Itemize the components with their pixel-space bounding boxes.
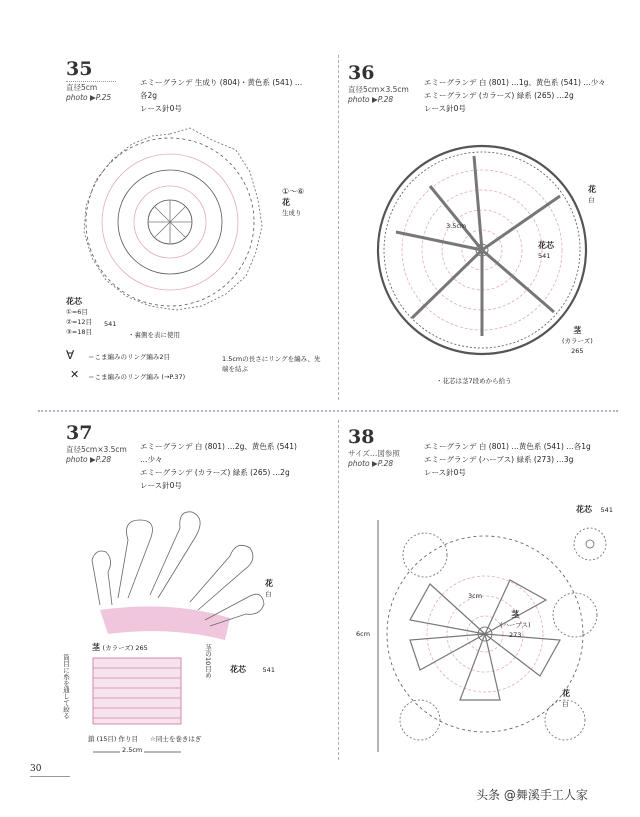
core-38-label: 花芯 541 xyxy=(576,505,613,514)
material-line: レース針0号 xyxy=(140,104,182,113)
pattern-37-header xyxy=(66,422,127,464)
left-note: 筒目に糸を通して絞る xyxy=(62,654,70,719)
note-36: ・花芯は茎7段めから拾う xyxy=(436,377,512,385)
page-number-rule xyxy=(30,776,70,777)
dim-38-height: 6cm xyxy=(356,630,371,638)
diagram-35 xyxy=(84,128,262,310)
page-number: 30 xyxy=(30,764,42,774)
legend-note: 1.5cmの長さにリングを編み、先端を結ぶ xyxy=(222,355,321,373)
ring-symbol-icon: ∀ xyxy=(66,348,75,362)
chain-note: 鎖 (15目) 作り目 xyxy=(88,735,138,743)
dim-36: 3.5cm xyxy=(446,222,467,230)
photo-ref: photo ▶P.28 xyxy=(66,455,112,464)
pattern-36-materials: エミーグランデ 白 (801) …1g、黄色系 (541) …少々 エミーグランデ (カラーズ) 緑系 (265) …2g レース針0号 xyxy=(424,78,606,113)
diagram-38 xyxy=(378,520,606,752)
pattern-size: 直径5cm×3.5cm xyxy=(66,445,127,454)
note-reverse: ・裏側を表に使用 xyxy=(128,331,180,339)
stem-36-label: 茎 (カラーズ) 265 xyxy=(562,326,593,355)
flower-37-label: 花 白 xyxy=(265,579,273,598)
flower-36-label: 花 白 xyxy=(588,185,596,204)
core-35-info: 花芯 ①=6目 ②=12目 ③=18目 xyxy=(66,297,93,336)
material-line: 各2g xyxy=(140,91,158,100)
stem-38-label: 茎 (ハーブス) 273 xyxy=(500,610,531,639)
pattern-38-materials: エミーグランデ 白 (801) …黄色系 (541) …各1g エミーグランデ (ハーブス) 緑系 (273) …3g レース針0号 xyxy=(424,442,591,477)
pattern-size: サイズ…図参照 xyxy=(348,449,400,458)
pattern-number: 35 xyxy=(66,58,93,80)
pattern-number: 36 xyxy=(348,62,375,84)
core-37-label: 花芯 541 xyxy=(230,665,275,674)
pattern-36-header xyxy=(348,62,409,104)
legend-ring-2: ＝こま編みのリング編み2目 xyxy=(88,353,171,361)
material-line: エミーグランデ 生成り (804)・黄色系 (541) … xyxy=(140,78,303,87)
stem-37-label: 茎 (カラーズ) 265 xyxy=(92,643,148,652)
pattern-37-materials: エミーグランデ 白 (801) …2g、黄色系 (541) …少々 エミーグランデ (カラーズ) 緑系 (265) …2g レース針0号 xyxy=(140,442,297,490)
width-label: 2.5cm xyxy=(122,746,143,754)
pattern-number: 37 xyxy=(66,422,93,444)
pattern-size: 直径5cm×3.5cm xyxy=(348,85,409,94)
legend-ring: ＝こま編みのリング編み (→P.37) xyxy=(88,373,186,381)
join-note: ☆同士を巻きはぎ xyxy=(150,735,202,743)
photo-ref: photo ▶P.28 xyxy=(348,95,394,104)
diagram-37 xyxy=(92,512,264,752)
pattern-size: 直径5cm xyxy=(66,83,98,92)
pattern-38-header xyxy=(348,426,400,468)
dim-38-3cm: 3cm xyxy=(468,592,483,600)
pattern-number: 38 xyxy=(348,426,375,448)
ring-x-symbol-icon: ✕ xyxy=(70,368,80,381)
stem-vertical-note: 茎の10目め xyxy=(204,644,212,679)
flower-38-label: 花 白 xyxy=(562,689,570,708)
core-35-color: 541 xyxy=(104,320,117,328)
photo-ref: photo ▶P.25 xyxy=(66,93,112,102)
flower-35-label: ①～⑥ 花 生成り xyxy=(282,187,305,217)
core-36-label: 花芯 541 xyxy=(538,241,554,260)
watermark: 头条 @舞溪手工人家 xyxy=(476,788,588,802)
photo-ref: photo ▶P.28 xyxy=(348,459,394,468)
diagram-36 xyxy=(378,146,586,354)
